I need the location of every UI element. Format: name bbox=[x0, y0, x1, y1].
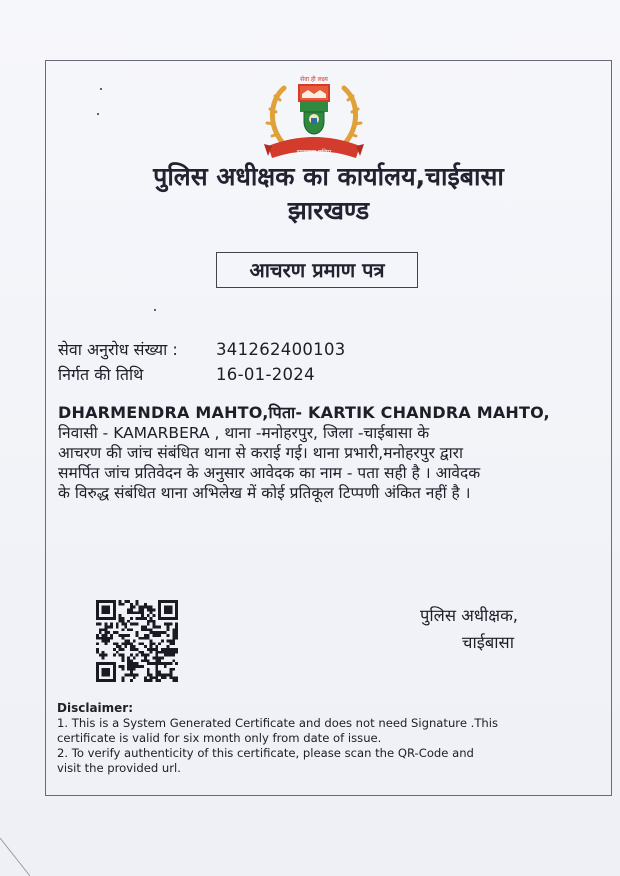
signatory-place: चाईबासा bbox=[462, 633, 514, 652]
speck bbox=[97, 113, 99, 115]
paper-fold-mark bbox=[0, 838, 30, 876]
signatory-title: पुलिस अधीक्षक, bbox=[420, 606, 519, 625]
disclaimer-line-2: certificate is valid for six month only from date of issue. bbox=[57, 731, 382, 745]
disclaimer bbox=[57, 701, 597, 776]
state-name: झारखण्ड bbox=[287, 196, 370, 225]
qr-finder-center bbox=[102, 668, 110, 676]
certificate-body bbox=[58, 403, 606, 503]
speck bbox=[100, 88, 102, 90]
body-line-4: समर्पित जांच प्रतिवेदन के अनुसार आवेदक का नाम - पता सही है । आवेदक bbox=[58, 464, 481, 482]
body-line-2: निवासी - KAMARBERA , थाना -मनोहरपुर, जिला -चाईबासा के bbox=[58, 424, 430, 442]
office-name: पुलिस अधीक्षक का कार्यालय,चाईबासा bbox=[153, 162, 504, 191]
issue-date-label: निर्गत की तिथि bbox=[58, 365, 144, 384]
qr-finder-center bbox=[164, 606, 172, 614]
disclaimer-line-3: 2. To verify authenticity of this certificate, please scan the QR-Code and bbox=[57, 746, 474, 760]
body-line-3: आचरण की जांच संबंधित थाना से कराई गई। थाना प्रभारी,मनोहरपुर द्वारा bbox=[58, 444, 464, 462]
request-number-label: सेवा अनुरोध संख्या : bbox=[58, 340, 178, 359]
body-line-5: के विरुद्ध संबंधित थाना अभिलेख में कोई प्रतिकूल टिप्पणी अंकित नहीं है । bbox=[58, 484, 471, 502]
applicant-line: DHARMENDRA MAHTO,पिता- KARTIK CHANDRA MAHTO, bbox=[58, 403, 550, 422]
certificate-title: आचरण प्रमाण पत्र bbox=[216, 252, 418, 288]
disclaimer-heading: Disclaimer: bbox=[57, 701, 134, 715]
request-number-value: 341262400103 bbox=[216, 340, 346, 359]
jharkhand-police-emblem-icon bbox=[262, 72, 366, 168]
issue-date-value: 16-01-2024 bbox=[216, 365, 315, 384]
disclaimer-line-4: visit the provided url. bbox=[57, 761, 181, 775]
qr-finder-center bbox=[102, 606, 110, 614]
signatory-block bbox=[420, 602, 600, 656]
emblem-banner-text: झारखण्ड पुलिस bbox=[296, 149, 332, 156]
request-number-row bbox=[58, 338, 346, 360]
issue-date-row bbox=[58, 363, 315, 385]
disclaimer-line-1: 1. This is a System Generated Certificate and does not need Signature .This bbox=[57, 716, 499, 730]
verification-qr-code[interactable] bbox=[96, 600, 178, 682]
emblem-motto: सेवा ही लक्ष्य bbox=[300, 76, 328, 83]
office-title bbox=[45, 160, 612, 228]
speck bbox=[154, 309, 156, 311]
